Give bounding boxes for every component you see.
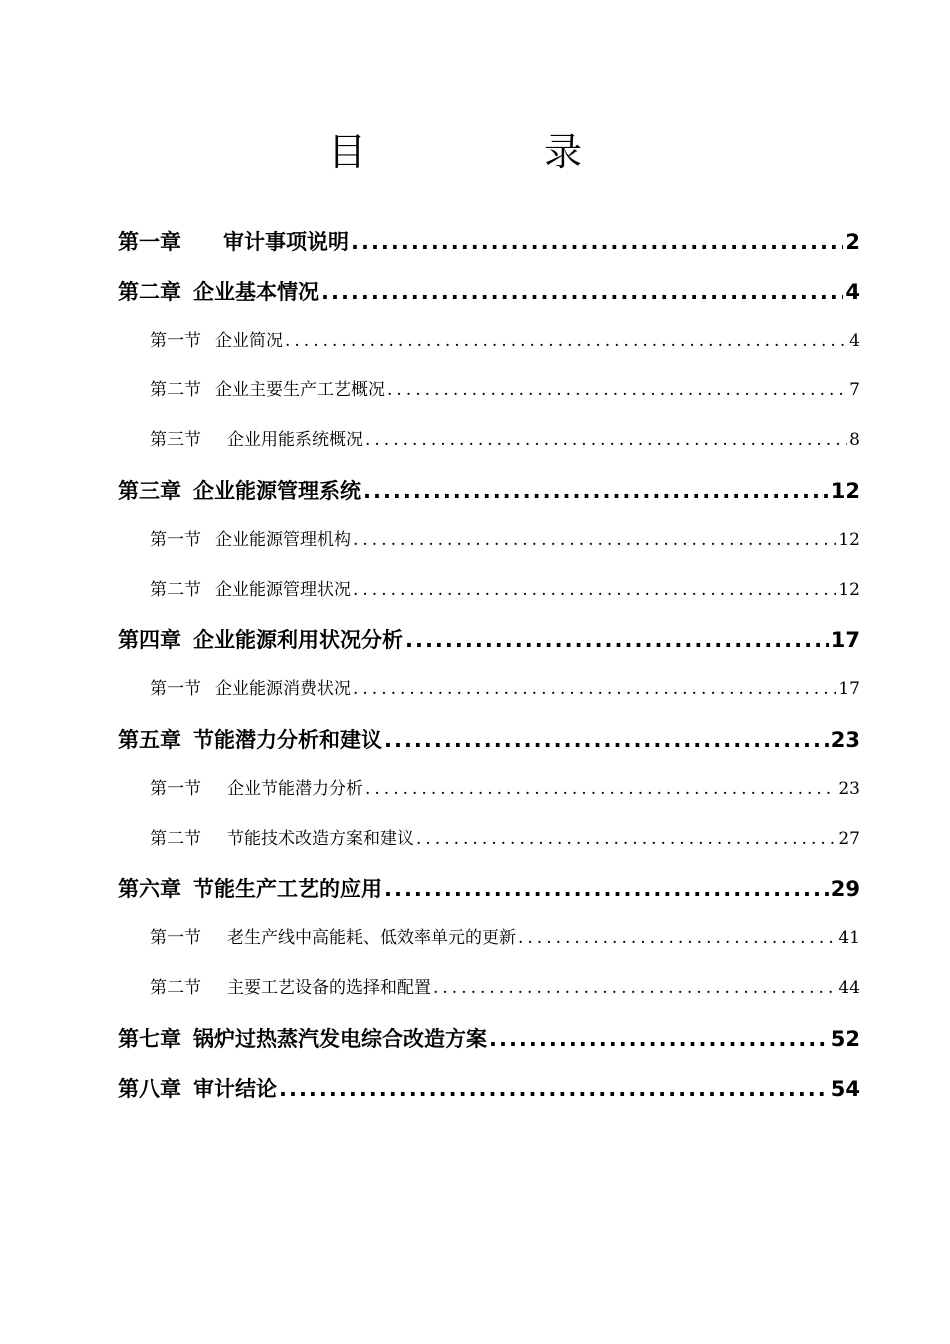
toc-page-number: 12 [838,579,860,600]
toc-entry-text: 企业能源利用状况分析 [193,628,403,653]
toc-dot-leader [279,1077,829,1101]
toc-entry-label [118,724,382,754]
toc-entry-number: 第一节 [150,928,201,949]
toc-entry-label [118,624,403,654]
toc-entry-label [118,475,361,505]
toc-entry-label [150,575,351,600]
toc-entry-text: 节能技术改造方案和建议 [227,828,414,849]
toc-page-number: 7 [849,380,860,401]
toc-page-number: 23 [830,727,860,752]
toc-page-number: 52 [830,1026,860,1051]
toc-entry-text: 老生产线中高能耗、低效率单元的更新 [227,928,516,949]
toc-entry-text: 企业简况 [215,330,283,351]
toc-dot-leader [387,380,847,400]
toc-page-number: 17 [838,679,860,700]
toc-entry-label [150,425,363,450]
toc-entry-number: 第八章 [118,1076,181,1101]
toc-entry-number: 第二节 [150,977,201,998]
toc-dot-leader [285,331,847,351]
toc-entry-number: 第一节 [150,778,201,799]
toc-dot-leader [353,679,836,699]
toc-entry-text: 锅炉过热蒸汽发电综合改造方案 [193,1026,487,1051]
toc-entry-number: 第一节 [150,529,201,550]
toc-chapter-entry[interactable] [118,1023,860,1073]
toc-page-number: 44 [838,977,860,998]
toc-chapter-entry[interactable] [118,624,860,674]
toc-section-entry[interactable] [118,425,860,475]
toc-page-number: 12 [838,529,860,550]
toc-page-number: 4 [845,279,860,304]
toc-entry-number: 第三章 [118,478,181,503]
toc-entry-label [118,226,349,256]
toc-entry-number: 第五章 [118,727,181,752]
toc-section-entry[interactable] [118,575,860,625]
toc-section-entry[interactable] [118,824,860,874]
toc-dot-leader [351,230,843,254]
toc-entry-number: 第七章 [118,1026,181,1051]
toc-page-number: 41 [838,928,860,949]
toc-dot-leader [433,978,836,998]
toc-entry-label [150,774,363,799]
toc-entry-number: 第一章 [118,230,181,254]
toc-entry-number: 第一节 [150,679,201,700]
toc-page-number: 17 [830,628,860,653]
toc-dot-leader [416,829,836,849]
toc-section-entry[interactable] [118,973,860,1023]
toc-dot-leader [353,530,836,550]
toc-entry-text: 企业用能系统概况 [227,430,363,451]
toc-section-entry[interactable] [118,674,860,724]
toc-dot-leader [384,877,829,901]
toc-entry-text: 企业能源管理系统 [193,478,361,503]
toc-entry-number: 第六章 [118,877,181,902]
toc-entry-number: 第三节 [150,430,201,451]
toc-section-entry[interactable] [118,774,860,824]
toc-entry-label [150,824,414,849]
toc-page-number: 4 [849,330,860,351]
toc-entry-number: 第二节 [150,579,201,600]
toc-page-number: 54 [830,1076,860,1101]
toc-dot-leader [363,479,829,503]
toc-dot-leader [405,628,829,652]
toc-entry-text: 审计事项说明 [223,230,349,254]
toc-entry-text: 节能潜力分析和建议 [193,727,382,752]
toc-title: 目 录 [327,130,652,174]
toc-entry-text: 企业节能潜力分析 [227,778,363,799]
table-of-contents [118,226,860,1122]
toc-section-entry[interactable] [118,923,860,973]
toc-chapter-entry[interactable] [118,724,860,774]
toc-section-entry[interactable] [118,375,860,425]
toc-entry-label [150,375,385,400]
toc-chapter-entry[interactable] [118,226,860,276]
toc-section-entry[interactable] [118,525,860,575]
toc-page-number: 23 [838,778,860,799]
toc-dot-leader [365,430,847,450]
toc-entry-label [118,1023,487,1053]
toc-chapter-entry[interactable] [118,276,860,326]
toc-entry-text: 审计结论 [193,1076,277,1101]
toc-entry-label [118,1073,277,1103]
toc-dot-leader [321,280,843,304]
toc-entry-number: 第二章 [118,279,181,304]
toc-entry-label [150,525,351,550]
toc-entry-label [150,923,516,948]
toc-entry-number: 第四章 [118,628,181,653]
toc-entry-label [150,326,283,351]
toc-chapter-entry[interactable] [118,475,860,525]
toc-entry-label [150,973,431,998]
toc-page-number: 8 [849,430,860,451]
toc-chapter-entry[interactable] [118,873,860,923]
toc-dot-leader [365,779,836,799]
toc-entry-number: 第一节 [150,330,201,351]
toc-entry-text: 企业能源管理状况 [215,579,351,600]
toc-entry-text: 企业能源管理机构 [215,529,351,550]
toc-page-number: 27 [838,828,860,849]
toc-entry-label [118,873,382,903]
toc-entry-number: 第二节 [150,828,201,849]
toc-page-number: 12 [830,478,860,503]
toc-dot-leader [384,728,829,752]
toc-entry-number: 第二节 [150,380,201,401]
toc-chapter-entry[interactable] [118,1073,860,1123]
toc-dot-leader [353,580,836,600]
toc-entry-text: 节能生产工艺的应用 [193,877,382,902]
toc-page-number: 2 [845,230,860,254]
toc-page-number: 29 [830,877,860,902]
toc-entry-label [118,276,319,306]
toc-entry-text: 企业能源消费状况 [215,679,351,700]
toc-entry-text: 主要工艺设备的选择和配置 [227,977,431,998]
toc-entry-text: 企业基本情况 [193,279,319,304]
toc-entry-text: 企业主要生产工艺概况 [215,380,385,401]
toc-section-entry[interactable] [118,326,860,376]
toc-entry-label [150,674,351,699]
toc-dot-leader [489,1027,829,1051]
toc-dot-leader [518,928,836,948]
